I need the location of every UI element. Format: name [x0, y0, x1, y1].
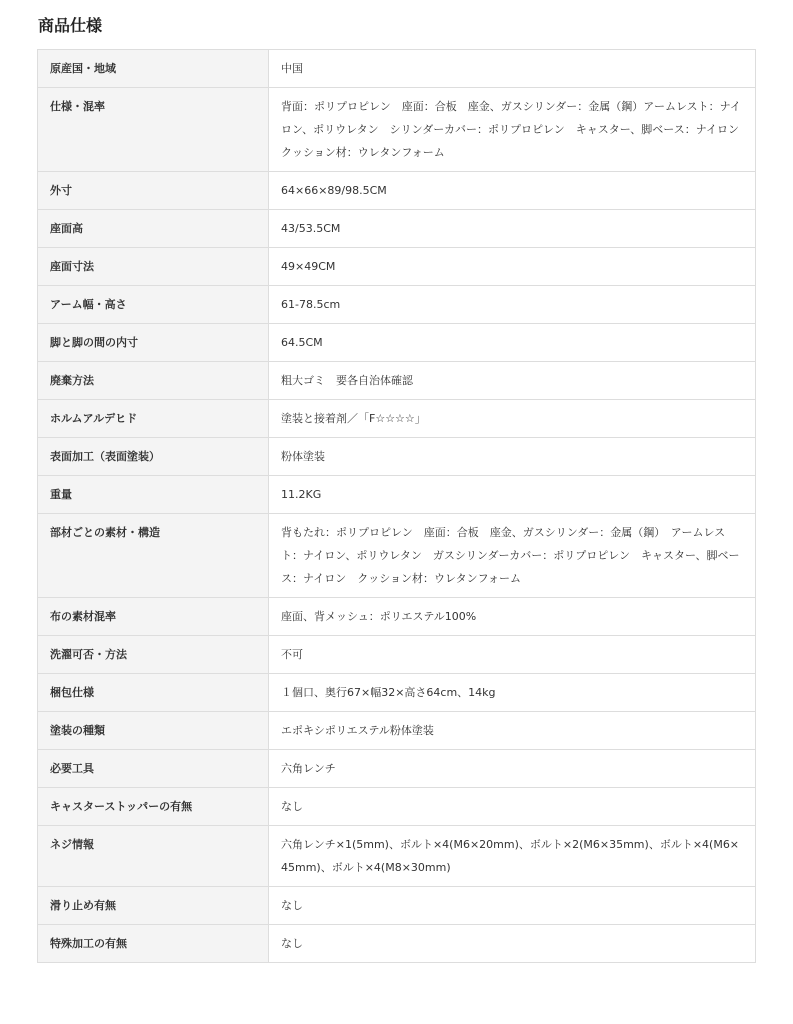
table-row: [38, 50, 756, 88]
table-row: [38, 788, 756, 826]
spec-label: ネジ情報: [38, 826, 269, 887]
spec-value: 六角レンチ×1(5mm)、ボルト×4(M6×20mm)、ボルト×2(M6×35mm)、ボルト×4(M6×45mm)、ボルト×4(M8×30mm): [269, 826, 756, 887]
spec-value: 49×49CM: [269, 248, 756, 286]
spec-label: 梱包仕様: [38, 674, 269, 712]
table-row: [38, 476, 756, 514]
spec-value: なし: [269, 925, 756, 963]
table-row: [38, 712, 756, 750]
table-row: [38, 172, 756, 210]
spec-label: 重量: [38, 476, 269, 514]
spec-value: 64×66×89/98.5CM: [269, 172, 756, 210]
spec-label: 脚と脚の間の内寸: [38, 324, 269, 362]
spec-value: なし: [269, 788, 756, 826]
spec-label: 洗濯可否・方法: [38, 636, 269, 674]
spec-value: 座面、背メッシュ：ポリエステル100%: [269, 598, 756, 636]
spec-value: 64.5CM: [269, 324, 756, 362]
spec-table: [37, 49, 756, 963]
section-title: 商品仕様: [38, 16, 103, 35]
spec-label: 廃棄方法: [38, 362, 269, 400]
spec-value: 塗装と接着剤／「F☆☆☆☆」: [269, 400, 756, 438]
spec-value: 不可: [269, 636, 756, 674]
spec-label: 滑り止め有無: [38, 887, 269, 925]
spec-label: 特殊加工の有無: [38, 925, 269, 963]
spec-value: 六角レンチ: [269, 750, 756, 788]
spec-value: １個口、奥行67×幅32×高さ64cm、14kg: [269, 674, 756, 712]
table-row: [38, 750, 756, 788]
spec-value: なし: [269, 887, 756, 925]
spec-label: 座面寸法: [38, 248, 269, 286]
table-row: [38, 362, 756, 400]
spec-label: 原産国・地域: [38, 50, 269, 88]
spec-label: 表面加工（表面塗装）: [38, 438, 269, 476]
spec-value: 背もたれ：ポリプロピレン 座面：合板 座金、ガスシリンダー：金属（鋼） アームレスト：ナイロン、ポリウレタン ガスシリンダーカバー：ポリプロピレン キャスター、脚ベース：ナイロン クッション材：ウレタンフォーム: [269, 514, 756, 598]
spec-value: 11.2KG: [269, 476, 756, 514]
table-row: [38, 514, 756, 598]
spec-value: 43/53.5CM: [269, 210, 756, 248]
spec-label: 布の素材混率: [38, 598, 269, 636]
table-row: [38, 887, 756, 925]
table-row: [38, 438, 756, 476]
spec-label: 必要工具: [38, 750, 269, 788]
table-row: [38, 248, 756, 286]
spec-value: 粉体塗装: [269, 438, 756, 476]
table-row: [38, 925, 756, 963]
table-row: [38, 400, 756, 438]
table-row: [38, 826, 756, 887]
table-row: [38, 636, 756, 674]
table-row: [38, 324, 756, 362]
spec-label: 座面高: [38, 210, 269, 248]
spec-label: 仕様・混率: [38, 88, 269, 172]
spec-label: 部材ごとの素材・構造: [38, 514, 269, 598]
spec-value: 粗大ゴミ 要各自治体確認: [269, 362, 756, 400]
spec-label: キャスターストッパーの有無: [38, 788, 269, 826]
table-row: [38, 286, 756, 324]
table-row: [38, 88, 756, 172]
spec-value: エポキシポリエステル粉体塗装: [269, 712, 756, 750]
spec-label: 外寸: [38, 172, 269, 210]
table-row: [38, 210, 756, 248]
spec-label: 塗装の種類: [38, 712, 269, 750]
spec-value: 背面：ポリプロピレン 座面：合板 座金、ガスシリンダー：金属（鋼）アームレスト：ナイロン、ポリウレタン シリンダーカバー：ポリプロピレン キャスター、脚ベース：ナイロン クッション材：ウレタンフォーム: [269, 88, 756, 172]
table-row: [38, 598, 756, 636]
spec-label: ホルムアルデヒド: [38, 400, 269, 438]
table-row: [38, 674, 756, 712]
spec-value: 中国: [269, 50, 756, 88]
spec-label: アーム幅・高さ: [38, 286, 269, 324]
spec-value: 61-78.5cm: [269, 286, 756, 324]
